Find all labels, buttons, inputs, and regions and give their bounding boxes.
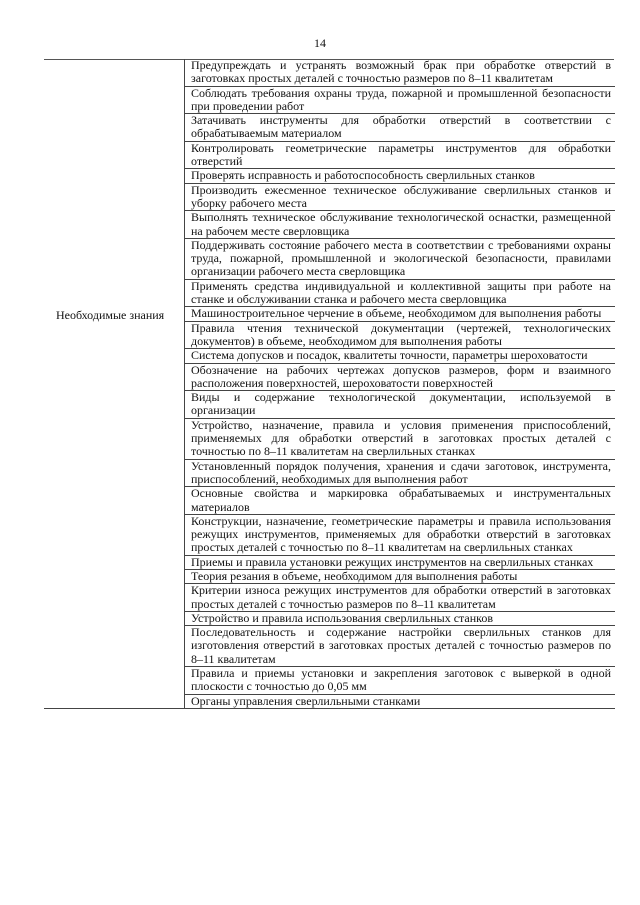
knowledge-cell: Обозначение на рабочих чертежах допусков размеров, форм и взаимного расположения поверхностей, шероховатости поверхностей [185,363,616,391]
knowledge-cell: Приемы и правила установки режущих инструментов на сверлильных станках [185,555,616,569]
knowledge-cell: Правила чтения технической документации (чертежей, технологических документов) в объеме, необходимом для выполнения работы [185,321,616,349]
skill-cell: Поддерживать состояние рабочего места в соответствии с требованиями охраны труда, пожарной, промышленной и экологической безопасности, правилами организации рабочего места сверловщика [185,238,616,279]
knowledge-cell: Теория резания в объеме, необходимом для выполнения работы [185,569,616,583]
knowledge-cell: Конструкции, назначение, геометрические параметры и правила использования режущих инструментов, применяемых для обработки отверстий в заготовках простых деталей с точностью по 8–11 квалитетам на сверлильных станках [185,514,616,555]
row-label-cell [44,59,185,307]
table-row [44,307,615,321]
knowledge-cell: Последовательность и содержание настройки сверлильных станков для изготовления отверстий в заготовках простых деталей с точностью размеров по 8–11 квалитетам [185,626,616,667]
knowledge-cell: Машиностроительное черчение в объеме, необходимом для выполнения работы [185,307,616,321]
skill-cell: Контролировать геометрические параметры инструментов для обработки отверстий [185,141,616,169]
skill-cell: Выполнять техническое обслуживание технологической оснастки, размещенной на рабочем месте сверловщика [185,211,616,239]
knowledge-cell: Органы управления сверлильными станками [185,694,616,708]
page-number: 14 [314,36,326,50]
skill-cell: Проверять исправность и работоспособность сверлильных станков [185,169,616,183]
knowledge-cell: Устройство и правила использования сверлильных станков [185,611,616,625]
required-knowledge-label: Необходимые знания [44,307,185,709]
table-row [44,59,615,86]
knowledge-cell: Основные свойства и маркировка обрабатываемых и инструментальных материалов [185,487,616,515]
knowledge-cell: Виды и содержание технологической документации, используемой в организации [185,391,616,419]
knowledge-cell: Установленный порядок получения, хранения и сдачи заготовок, инструмента, приспособлений, необходимых для выполнения работ [185,459,616,487]
skill-cell: Производить ежесменное техническое обслуживание сверлильных станков и уборку рабочего места [185,183,616,211]
skill-cell: Соблюдать требования охраны труда, пожарной и промышленной безопасности при проведении работ [185,86,616,114]
skill-cell: Применять средства индивидуальной и коллективной защиты при работе на станке и обслуживании станка и рабочего места сверловщика [185,279,616,307]
knowledge-cell: Критерии износа режущих инструментов для обработки отверстий в заготовках простых деталей с точностью размеров по 8–11 квалитетам [185,584,616,612]
skill-cell: Затачивать инструменты для обработки отверстий в соответствии с обрабатываемым материалом [185,114,616,142]
knowledge-cell: Система допусков и посадок, квалитеты точности, параметры шероховатости [185,349,616,363]
knowledge-cell: Устройство, назначение, правила и условия применения приспособлений, применяемых для обработки отверстий в заготовках простых деталей с точностью по 8–11 квалитетам на сверлильных станках [185,418,616,459]
knowledge-cell: Правила и приемы установки и закрепления заготовок с выверкой в одной плоскости с точностью до 0,05 мм [185,667,616,695]
competency-table [44,59,615,709]
skill-cell: Предупреждать и устранять возможный брак при обработке отверстий в заготовках простых деталей с точностью размеров по 8–11 квалитетам [185,59,616,86]
